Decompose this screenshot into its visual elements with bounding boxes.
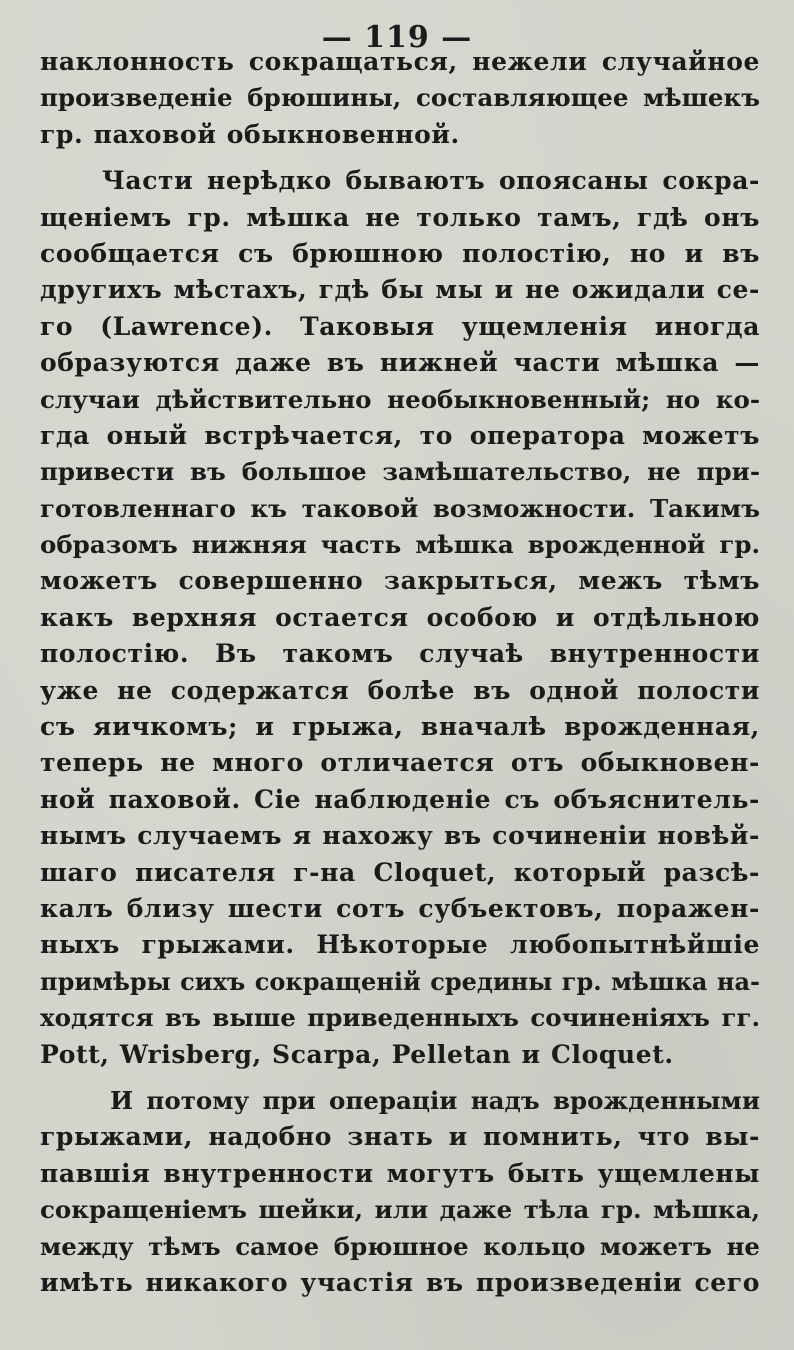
text-line: образуются даже въ нижней части мѣшка — bbox=[40, 348, 760, 378]
text-line: можетъ совершенно закрыться, межъ тѣмъ bbox=[40, 566, 760, 596]
text-line: го (Lawrence). Таковыя ущемленія иногда bbox=[40, 311, 760, 341]
text-line: другихъ мѣстахъ, гдѣ бы мы и не ожидали се- bbox=[40, 275, 760, 305]
text-line: гр. паховой обыкновенной. bbox=[40, 119, 460, 149]
text-line: нымъ случаемъ я нахожу въ сочиненіи новѣй- bbox=[40, 821, 760, 851]
page-number: — 119 — bbox=[321, 20, 473, 55]
text-line: готовленнаго къ таковой возможности. Такимъ bbox=[40, 493, 760, 523]
text-line: И потому при операціи надъ врожденными bbox=[110, 1085, 760, 1115]
paragraph bbox=[40, 163, 760, 1073]
text-line: ной паховой. Сіе наблюденіе съ объяснитель- bbox=[40, 784, 760, 814]
text-line: павшія внутренности могутъ быть ущемлены bbox=[40, 1158, 760, 1188]
text-line: теперь не много отличается отъ обыкновен- bbox=[40, 748, 760, 778]
text-line: шаго писателя г-на Cloquet, который разсѣ- bbox=[40, 857, 760, 887]
text-line: примѣры сихъ сокращеній средины гр. мѣшка на- bbox=[40, 966, 760, 996]
text-line: привести въ большое замѣшательство, не при- bbox=[40, 457, 760, 487]
text-line: ходятся въ выше приведенныхъ сочиненіяхъ гг. bbox=[40, 1003, 760, 1033]
text-line: калъ близу шести сотъ субъектовъ, поражен- bbox=[40, 893, 760, 923]
text-line: случаи дѣйствительно необыкновенный; но ко- bbox=[40, 384, 760, 414]
text-line: полостію. Въ такомъ случаѣ внутренности bbox=[40, 639, 760, 669]
text-line: ныхъ грыжами. Нѣкоторые любопытнѣйшіе bbox=[40, 930, 760, 960]
text-line: грыжами, надобно знать и помнить, что вы- bbox=[40, 1122, 760, 1152]
text-line: между тѣмъ самое брюшное кольцо можетъ не bbox=[40, 1231, 760, 1261]
text-line: имѣть никакого участія въ произведеніи сего bbox=[40, 1267, 760, 1297]
text-line: какъ верхняя остается особою и отдѣльною bbox=[40, 602, 760, 632]
text-line: сокращеніемъ шейки, или даже тѣла гр. мѣшка, bbox=[40, 1195, 760, 1225]
text-line: наклонность сокращаться, нежели случайное bbox=[40, 47, 760, 76]
text-line: гда оный встрѣчается, то оператора можетъ bbox=[40, 420, 760, 450]
body-text bbox=[40, 44, 760, 1301]
paragraph bbox=[40, 44, 760, 153]
paragraph bbox=[40, 1083, 760, 1301]
text-line: щеніемъ гр. мѣшка не только тамъ, гдѣ онъ bbox=[40, 202, 760, 232]
text-line: Части нерѣдко бываютъ опоясаны сокра- bbox=[102, 166, 760, 196]
text-line: образомъ нижняя часть мѣшка врожденной гр. bbox=[40, 530, 760, 560]
text-line: съ яичкомъ; и грыжа, вначалѣ врожденная, bbox=[40, 712, 760, 742]
text-line: произведеніе брюшины, составляющее мѣшекъ bbox=[40, 83, 760, 113]
text-line: уже не содержатся болѣе въ одной полости bbox=[40, 675, 760, 705]
text-line: сообщается съ брюшною полостію, но и въ bbox=[40, 238, 760, 268]
text-line: Pott, Wrisberg, Scarpa, Pelletan и Cloquet. bbox=[40, 1039, 674, 1069]
